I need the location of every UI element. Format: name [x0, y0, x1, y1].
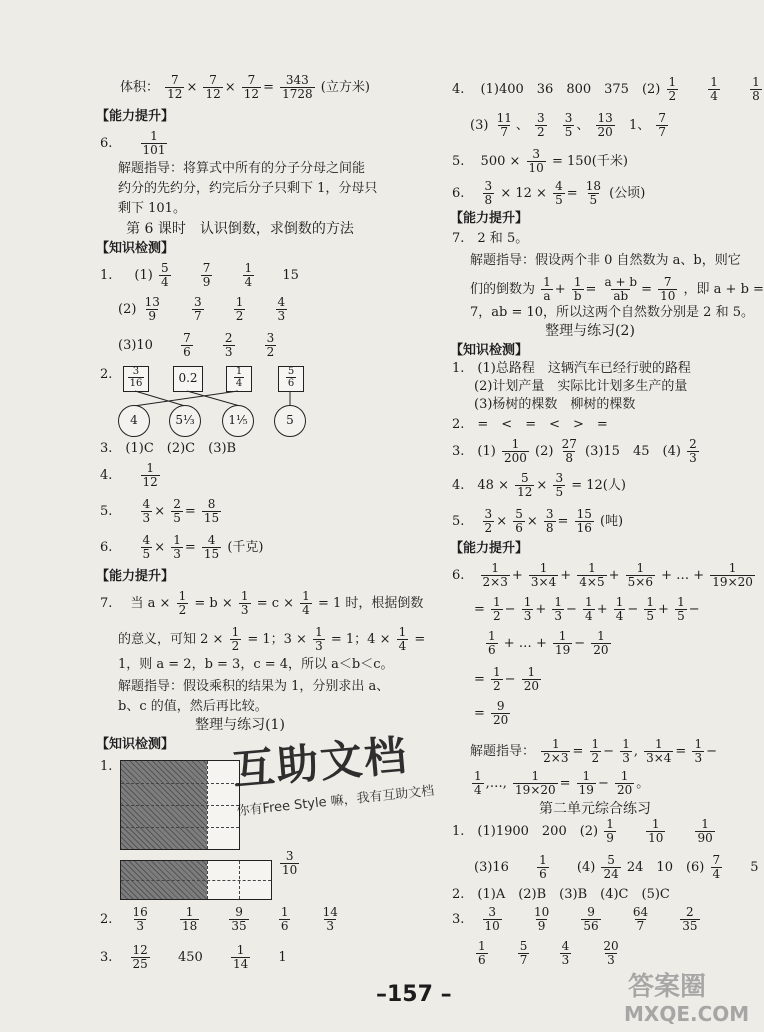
- watermark-site-cn: 答案圈: [628, 972, 707, 1002]
- answer-2-num: 2.: [100, 367, 113, 382]
- r-answer-5: 5. 500 × $\frac{3}{10}$ = 150(千米): [452, 147, 628, 175]
- r2-explain-line2: $\frac{1}{4}$ ,…, $\frac{1}{19\times 20}$ = $\frac{1}{19}$ − $\frac{1}{20}$ 。: [474, 769, 650, 797]
- lesson-title: 第 6 课时 认识倒数，求倒数的方法: [126, 221, 354, 237]
- r-answer-4-3: (3) $\frac{11}{7}$ 、 $\frac{3}{2}$ $\frac{3}{5}$ 、 $\frac{13}{20}$ 1、 $\frac{7}{7}$: [470, 111, 667, 139]
- volume-line: 体积： $\frac{7}{12}$ × $\frac{7}{12}$ × $\frac{7}{12}$ = $\frac{343}{1728}$ (立方米): [120, 73, 370, 101]
- section-knowledge-2: 【知识检测】: [96, 737, 175, 752]
- match-box-2-label: 0.2: [178, 371, 198, 385]
- match-circle-3-label: 1⅕: [228, 413, 248, 427]
- divider-line: [121, 783, 239, 784]
- r2-answer-1-3: (3)杨树的棵数 柳树的棵数: [474, 397, 636, 412]
- r2-answer-6-line5: = $\frac{9}{20}$: [474, 699, 509, 727]
- match-box-1-label: $\frac{3}{16}$: [129, 366, 143, 389]
- match-box-4-label: $\frac{5}{6}$: [287, 366, 295, 389]
- watermark-main: 互助文档: [230, 730, 411, 795]
- review1-q1-num: 1.: [100, 759, 113, 774]
- match-line-3: [134, 391, 238, 406]
- r2-explain-line1: 解题指导： $\frac{1}{2\times 3}$ = $\frac{1}{2}$ − $\frac{1}{3}$ , $\frac{1}{3\times 4}$ = $\frac{1}{3}$ −: [470, 737, 717, 765]
- u2-answer-1-line1: 1. (1)1900 200 (2) $\frac{1}{9}$ $\frac{1}{10}$ $\frac{1}{90}$: [452, 817, 713, 845]
- r2-answer-4: 4. 48 × $\frac{5}{12}$ × $\frac{3}{5}$ = 12(人): [452, 471, 626, 499]
- r2-answer-2: 2. = < = < > =: [452, 417, 608, 432]
- r2-answer-6-line3: $\frac{1}{6}$ + … + $\frac{1}{19}$ − $\frac{1}{20}$: [488, 629, 609, 657]
- review-1-title: 整理与练习(1): [195, 717, 285, 733]
- explain-line: 约分的先约分，约完后分子只剩下 1，分母只: [118, 181, 378, 196]
- u2-answer-2: 2. (1)A (2)B (3)B (4)C (5)C: [452, 887, 670, 902]
- fraction: $\frac{7}{12}$: [243, 73, 260, 101]
- u2-answer-3-line1: 3. $\frac{3}{10}$ $\frac{10}{9}$ $\frac{9}{56}$ $\frac{64}{7}$ $\frac{2}{35}$: [452, 905, 698, 933]
- explain-line: 解题指导：假设两个非 0 自然数为 a、b，则它: [470, 253, 741, 268]
- divider-line: [121, 805, 239, 806]
- answer-6b: 6. $\frac{4}{5}$ × $\frac{1}{3}$ = $\frac{4}{15}$ (千克): [100, 533, 264, 561]
- r2-answer-6-line1: 6. $\frac{1}{2\times 3}$ + $\frac{1}{3\times 4}$ + $\frac{1}{4\times 5}$ + $\frac{1}{5\times 6}$ + … + $\frac{1}{19\times 20}$: [452, 561, 753, 589]
- answer-7-line1: 7. 当 a × $\frac{1}{2}$ = b × $\frac{1}{3}$ = c × $\frac{1}{4}$ = 1 时，根据倒数: [100, 589, 424, 617]
- fraction: $\frac{7}{12}$: [205, 73, 221, 101]
- answer-1-2: (2) $\frac{13}{9}$ $\frac{3}{7}$ $\frac{1}{2}$ $\frac{4}{3}$: [118, 295, 286, 323]
- fraction: $\frac{7}{12}$: [167, 73, 183, 101]
- section-ability: 【能力提升】: [96, 109, 175, 124]
- fraction: $\frac{343}{1728}$: [282, 73, 313, 101]
- match-circle-1-label: 4: [130, 413, 138, 427]
- r2-answer-1-2: (2)计划产量 实际比计划多生产的量: [474, 379, 688, 394]
- u2-answer-3-line2: $\frac{1}{6}$ $\frac{5}{7}$ $\frac{4}{3}$ $\frac{20}{3}$: [478, 939, 619, 967]
- answer-3: 3. (1)C (2)C (3)B: [100, 441, 237, 456]
- review1-answer-3: 3. $\frac{12}{25}$ 450 $\frac{1}{14}$ 1: [100, 943, 287, 971]
- r2-answer-6-line4: = $\frac{1}{2}$ − $\frac{1}{20}$: [474, 665, 539, 693]
- answer-1-1: 1. (1) $\frac{5}{4}$ $\frac{7}{9}$ $\frac{1}{4}$ 15: [100, 261, 299, 289]
- match-line-1: [135, 391, 185, 406]
- fraction-rect-2: [120, 860, 272, 900]
- page-number: –157 –: [376, 982, 452, 1007]
- r2-answer-5: 5. $\frac{3}{2}$ × $\frac{5}{6}$ × $\frac{3}{8}$ = $\frac{15}{16}$ (吨): [452, 507, 624, 535]
- match-line-2: [187, 391, 240, 406]
- section-ability-2: 【能力提升】: [96, 569, 175, 584]
- unit-2-title: 第二单元综合练习: [539, 801, 651, 817]
- r-answer-6: 6. $\frac{3}{8}$ × 12 × $\frac{4}{5}$ = $\frac{18}{5}$ (公顷): [452, 179, 646, 207]
- answer-7-line2: 的意义，可知 2 × $\frac{1}{2}$ = 1；3 × $\frac{1}{3}$ = 1；4 × $\frac{1}{4}$ =: [118, 625, 426, 653]
- answer-6: 6. $\frac{1}{101}$: [100, 129, 166, 157]
- r-section-knowledge: 【知识检测】: [450, 343, 529, 358]
- rect-2-fraction: $\frac{3}{10}$: [282, 849, 298, 877]
- answer-5: 5. $\frac{4}{3}$ × $\frac{2}{5}$ = $\frac{8}{15}$: [100, 497, 220, 525]
- r2-answer-1-1: 1. (1)总路程 这辆汽车已经行驶的路程: [452, 361, 691, 376]
- match-circle-4-label: 5: [286, 413, 294, 427]
- r-answer-7: 7. 2 和 5。: [452, 231, 529, 246]
- r2-answer-3: 3. (1) $\frac{1}{200}$ (2) $\frac{27}{8}$ (3)15 45 (4) $\frac{2}{3}$: [452, 437, 697, 465]
- watermark-site: MXQE.COM: [624, 1002, 750, 1026]
- review1-answer-2: 2. $\frac{16}{3}$ $\frac{1}{18}$ $\frac{9}{35}$ $\frac{1}{6}$ $\frac{14}{3}$: [100, 905, 338, 933]
- u2-answer-1-line2: (3)16 $\frac{1}{6}$ (4) $\frac{5}{24}$ 24 10 (6) $\frac{7}{4}$ 5: [474, 853, 759, 881]
- r-section-ability-2: 【能力提升】: [450, 541, 529, 556]
- review-2-title: 整理与练习(2): [545, 323, 635, 339]
- answer-7-line3: 1，则 a = 2，b = 3，c = 4，所以 a＜b＜c。: [118, 657, 394, 672]
- fraction-rect-1: [120, 760, 240, 850]
- explain-line: 剩下 101。: [118, 201, 186, 216]
- section-knowledge: 【知识检测】: [96, 241, 175, 256]
- explain-line: b、c 的值，然后再比较。: [118, 699, 268, 714]
- explain-line: 们的倒数为 $\frac{1}{a}$ + $\frac{1}{b}$ = $\frac{a + b}{ab}$ = $\frac{7}{10}$ ，即 a + b =: [470, 275, 764, 303]
- answer-1-3: (3)10 $\frac{7}{6}$ $\frac{2}{3}$ $\frac{3}{2}$: [118, 331, 275, 359]
- explain-line: 7，ab = 10，所以这两个自然数分别是 2 和 5。: [470, 305, 754, 320]
- explain-line: 解题指导：将算式中所有的分子分母之间能: [118, 161, 366, 176]
- watermark-sub: 你有Free Style 嘛，我有互助文档: [235, 783, 435, 820]
- r-answer-4-1: 4. (1)400 36 800 375 (2) $\frac{1}{2}$ $\frac{1}{4}$ $\frac{1}{8}$: [452, 75, 760, 103]
- explain-line: 解题指导：假设乘积的结果为 1，分别求出 a、: [118, 679, 390, 694]
- r-section-ability: 【能力提升】: [450, 211, 529, 226]
- divider-line: [121, 880, 271, 881]
- answer-4: 4. $\frac{1}{12}$: [100, 461, 158, 489]
- match-box-3-label: $\frac{1}{4}$: [235, 366, 243, 389]
- divider-line: [121, 827, 239, 828]
- match-circle-2-label: 5⅓: [175, 413, 195, 427]
- r2-answer-6-line2: = $\frac{1}{2}$ − $\frac{1}{3}$ + $\frac{1}{3}$ − $\frac{1}{4}$ + $\frac{1}{4}$ − $\frac{1}{5}$ + $\frac{1}{5}$ −: [474, 595, 700, 623]
